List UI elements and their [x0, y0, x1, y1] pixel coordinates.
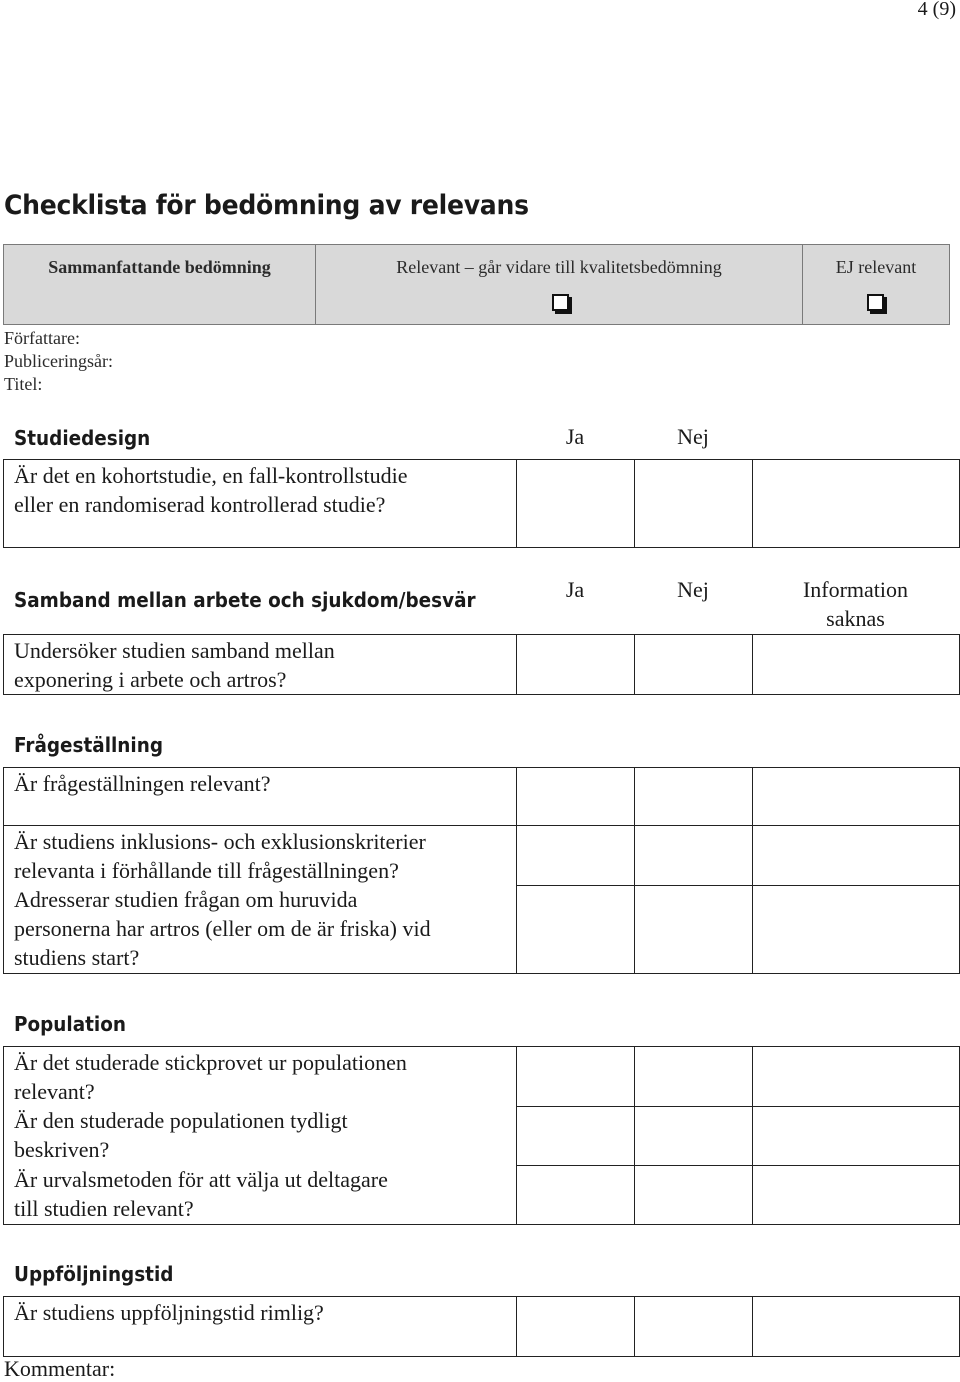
- answer-yes-cell[interactable]: [517, 768, 635, 826]
- relevant-label: Relevant – går vidare till kvalitetsbedömning: [396, 257, 722, 277]
- answer-yes-cell[interactable]: [517, 1047, 635, 1107]
- question-line: eller en randomiserad kontrollerad studie?: [14, 492, 386, 517]
- answer-yes-cell[interactable]: [517, 1165, 635, 1224]
- question-fragestallning-1: [4, 768, 517, 826]
- year-label: Publiceringsår:: [4, 351, 113, 371]
- answer-no-cell[interactable]: [635, 635, 753, 695]
- answer-yes-cell[interactable]: [517, 460, 635, 548]
- answer-yes-cell[interactable]: [517, 1106, 635, 1165]
- not-relevant-label: EJ relevant: [835, 257, 917, 277]
- answer-no-cell[interactable]: [635, 460, 753, 548]
- answer-info-missing-cell[interactable]: [753, 635, 960, 695]
- population-table: [3, 1046, 960, 1225]
- question-line: studiens start?: [14, 945, 140, 970]
- column-no-label: Nej: [677, 424, 709, 449]
- question-population-2: [4, 1106, 517, 1165]
- samband-table: [3, 634, 960, 695]
- question-studiedesign-1: [4, 460, 517, 548]
- answer-yes-cell[interactable]: [517, 635, 635, 695]
- section-heading-uppfoljningstid: Uppföljningstid: [14, 1262, 174, 1286]
- answer-yes-cell[interactable]: [517, 885, 635, 973]
- question-line: Undersöker studien samband mellan: [14, 638, 335, 663]
- summary-heading-cell: [4, 245, 316, 324]
- column-yes-label: Ja: [565, 577, 585, 602]
- answer-info-missing-cell[interactable]: [753, 1165, 960, 1224]
- answer-no-cell[interactable]: [635, 1165, 753, 1224]
- comment-label: Kommentar:: [4, 1356, 116, 1381]
- relevant-checkbox[interactable]: [552, 294, 569, 311]
- question-population-3: [4, 1165, 517, 1224]
- question-fragestallning-3: [4, 885, 517, 973]
- uppfoljning-table: [3, 1296, 960, 1357]
- question-line: Adresserar studien frågan om huruvida: [14, 887, 358, 912]
- summary-table: [3, 244, 950, 325]
- question-line: Är studiens uppföljningstid rimlig?: [14, 1300, 324, 1325]
- document-title: Checklista för bedömning av relevans: [4, 190, 529, 221]
- question-line: Är den studerade populationen tydligt: [14, 1108, 348, 1133]
- section-heading-fragestallning: Frågeställning: [14, 733, 163, 757]
- section-heading-population: Population: [14, 1012, 126, 1036]
- answer-no-cell[interactable]: [635, 1106, 753, 1165]
- answer-no-cell[interactable]: [635, 768, 753, 826]
- question-line: exponering i arbete och artros?: [14, 667, 287, 692]
- answer-info-missing-cell[interactable]: [753, 826, 960, 886]
- answer-info-missing-cell[interactable]: [753, 1106, 960, 1165]
- column-info-missing-label-2: saknas: [826, 606, 885, 631]
- summary-heading: Sammanfattande bedömning: [48, 257, 271, 277]
- author-label: Författare:: [4, 328, 80, 348]
- question-line: personerna har artros (eller om de är friska) vid: [14, 916, 431, 941]
- question-uppfoljning-1: [4, 1297, 517, 1357]
- column-no-label: Nej: [677, 577, 709, 602]
- question-population-1: [4, 1047, 517, 1107]
- question-line: beskriven?: [14, 1137, 110, 1162]
- question-line: Är det studerade stickprovet ur populationen: [14, 1050, 407, 1075]
- answer-no-cell[interactable]: [635, 885, 753, 973]
- column-yes-label: Ja: [565, 424, 585, 449]
- title-label: Titel:: [4, 374, 43, 394]
- fragestallning-table: [3, 767, 960, 974]
- question-line: Är frågeställningen relevant?: [14, 771, 271, 796]
- section-heading-samband: Samband mellan arbete och sjukdom/besvär: [14, 588, 476, 612]
- answer-no-cell[interactable]: [635, 1047, 753, 1107]
- question-line: relevant?: [14, 1079, 95, 1104]
- answer-info-missing-cell[interactable]: [753, 1047, 960, 1107]
- question-line: Är det en kohortstudie, en fall-kontrollstudie: [14, 463, 408, 488]
- answer-yes-cell[interactable]: [517, 826, 635, 886]
- question-line: till studien relevant?: [14, 1196, 194, 1221]
- answer-no-cell[interactable]: [635, 826, 753, 886]
- answer-info-missing-cell[interactable]: [753, 885, 960, 973]
- question-line: relevanta i förhållande till frågeställningen?: [14, 858, 399, 883]
- answer-info-missing-cell[interactable]: [753, 1297, 960, 1357]
- question-line: Är urvalsmetoden för att välja ut deltagare: [14, 1167, 388, 1192]
- question-samband-1: [4, 635, 517, 695]
- answer-empty-cell: [753, 460, 960, 548]
- question-fragestallning-2: [4, 826, 517, 886]
- section-heading-studiedesign: Studiedesign: [14, 426, 151, 450]
- studiedesign-table: [3, 459, 960, 548]
- not-relevant-checkbox[interactable]: [867, 294, 884, 311]
- summary-not-relevant-cell: [803, 245, 949, 324]
- answer-info-missing-cell[interactable]: [753, 768, 960, 826]
- question-line: Är studiens inklusions- och exklusionskriterier: [14, 829, 426, 854]
- page-number: 4 (9): [917, 0, 956, 20]
- answer-no-cell[interactable]: [635, 1297, 753, 1357]
- column-info-missing-label: Information: [802, 577, 909, 602]
- summary-relevant-cell: [316, 245, 803, 324]
- answer-yes-cell[interactable]: [517, 1297, 635, 1357]
